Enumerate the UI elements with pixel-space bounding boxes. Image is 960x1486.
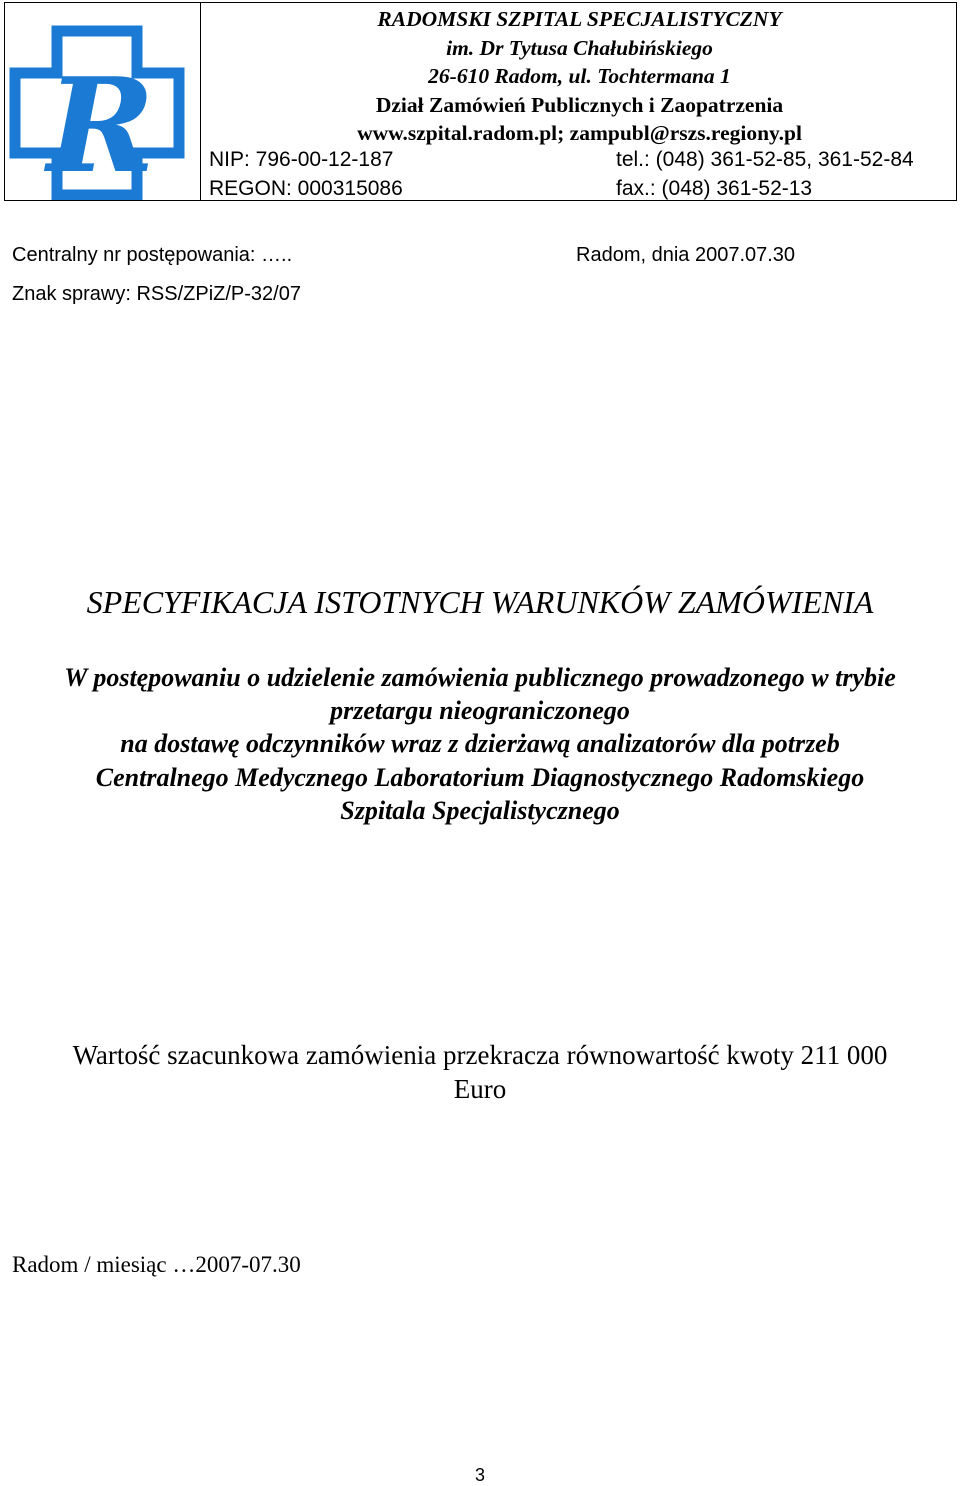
patron-name: im. Dr Tytusa Chałubińskiego — [446, 35, 713, 60]
letterhead — [4, 2, 957, 201]
case-reference: Znak sprawy: RSS/ZPiZ/P-32/07 — [12, 283, 301, 305]
web-email: www.szpital.radom.pl; zampubl@rszs.regiony.pl — [357, 121, 802, 145]
estimated-value-statement — [0, 1038, 960, 1106]
subject-line: przetargu nieograniczonego — [330, 696, 630, 726]
document-date: Radom, dnia 2007.07.30 — [576, 244, 796, 266]
place-month-line: Radom / miesiąc …2007-07.30 — [12, 1252, 301, 1277]
hospital-cross-r-logo — [9, 25, 189, 200]
logo-letter: R — [46, 49, 156, 200]
fax-number: fax.: (048) 361-52-13 — [616, 177, 813, 200]
procurement-subject — [0, 661, 960, 827]
institution-address-block — [201, 3, 958, 148]
subject-line: Szpitala Specjalistycznego — [340, 795, 620, 825]
value-line: Wartość szacunkowa zamówienia przekracza równowartość kwoty 211 000 — [72, 1040, 888, 1070]
regon-number: REGON: 000315086 — [209, 177, 403, 200]
subject-line: W postępowaniu o udzielenie zamówienia publicznego prowadzonego w trybie — [64, 663, 896, 692]
value-line: Euro — [453, 1074, 507, 1104]
central-procedure-number: Centralny nr postępowania: ….. — [12, 244, 293, 266]
subject-line: Centralnego Medycznego Laboratorium Diagnostycznego Radomskiego — [95, 762, 865, 792]
street-address: 26-610 Radom, ul. Tochtermana 1 — [428, 64, 731, 88]
phone-numbers: tel.: (048) 361-52-85, 361-52-84 — [616, 148, 914, 171]
logo-cell — [5, 3, 201, 200]
document-title: SPECYFIKACJA ISTOTNYCH WARUNKÓW ZAMÓWIENIA — [86, 584, 874, 620]
subject-line: na dostawę odczynników wraz z dzierżawą analizatorów dla potrzeb — [120, 729, 840, 759]
department-name: Dział Zamówień Publicznych i Zaopatrzenia — [375, 92, 784, 117]
institution-name: RADOMSKI SZPITAL SPECJALISTYCZNY — [377, 7, 782, 31]
page-number: 3 — [474, 1465, 485, 1485]
nip-number: NIP: 796-00-12-187 — [209, 148, 394, 171]
